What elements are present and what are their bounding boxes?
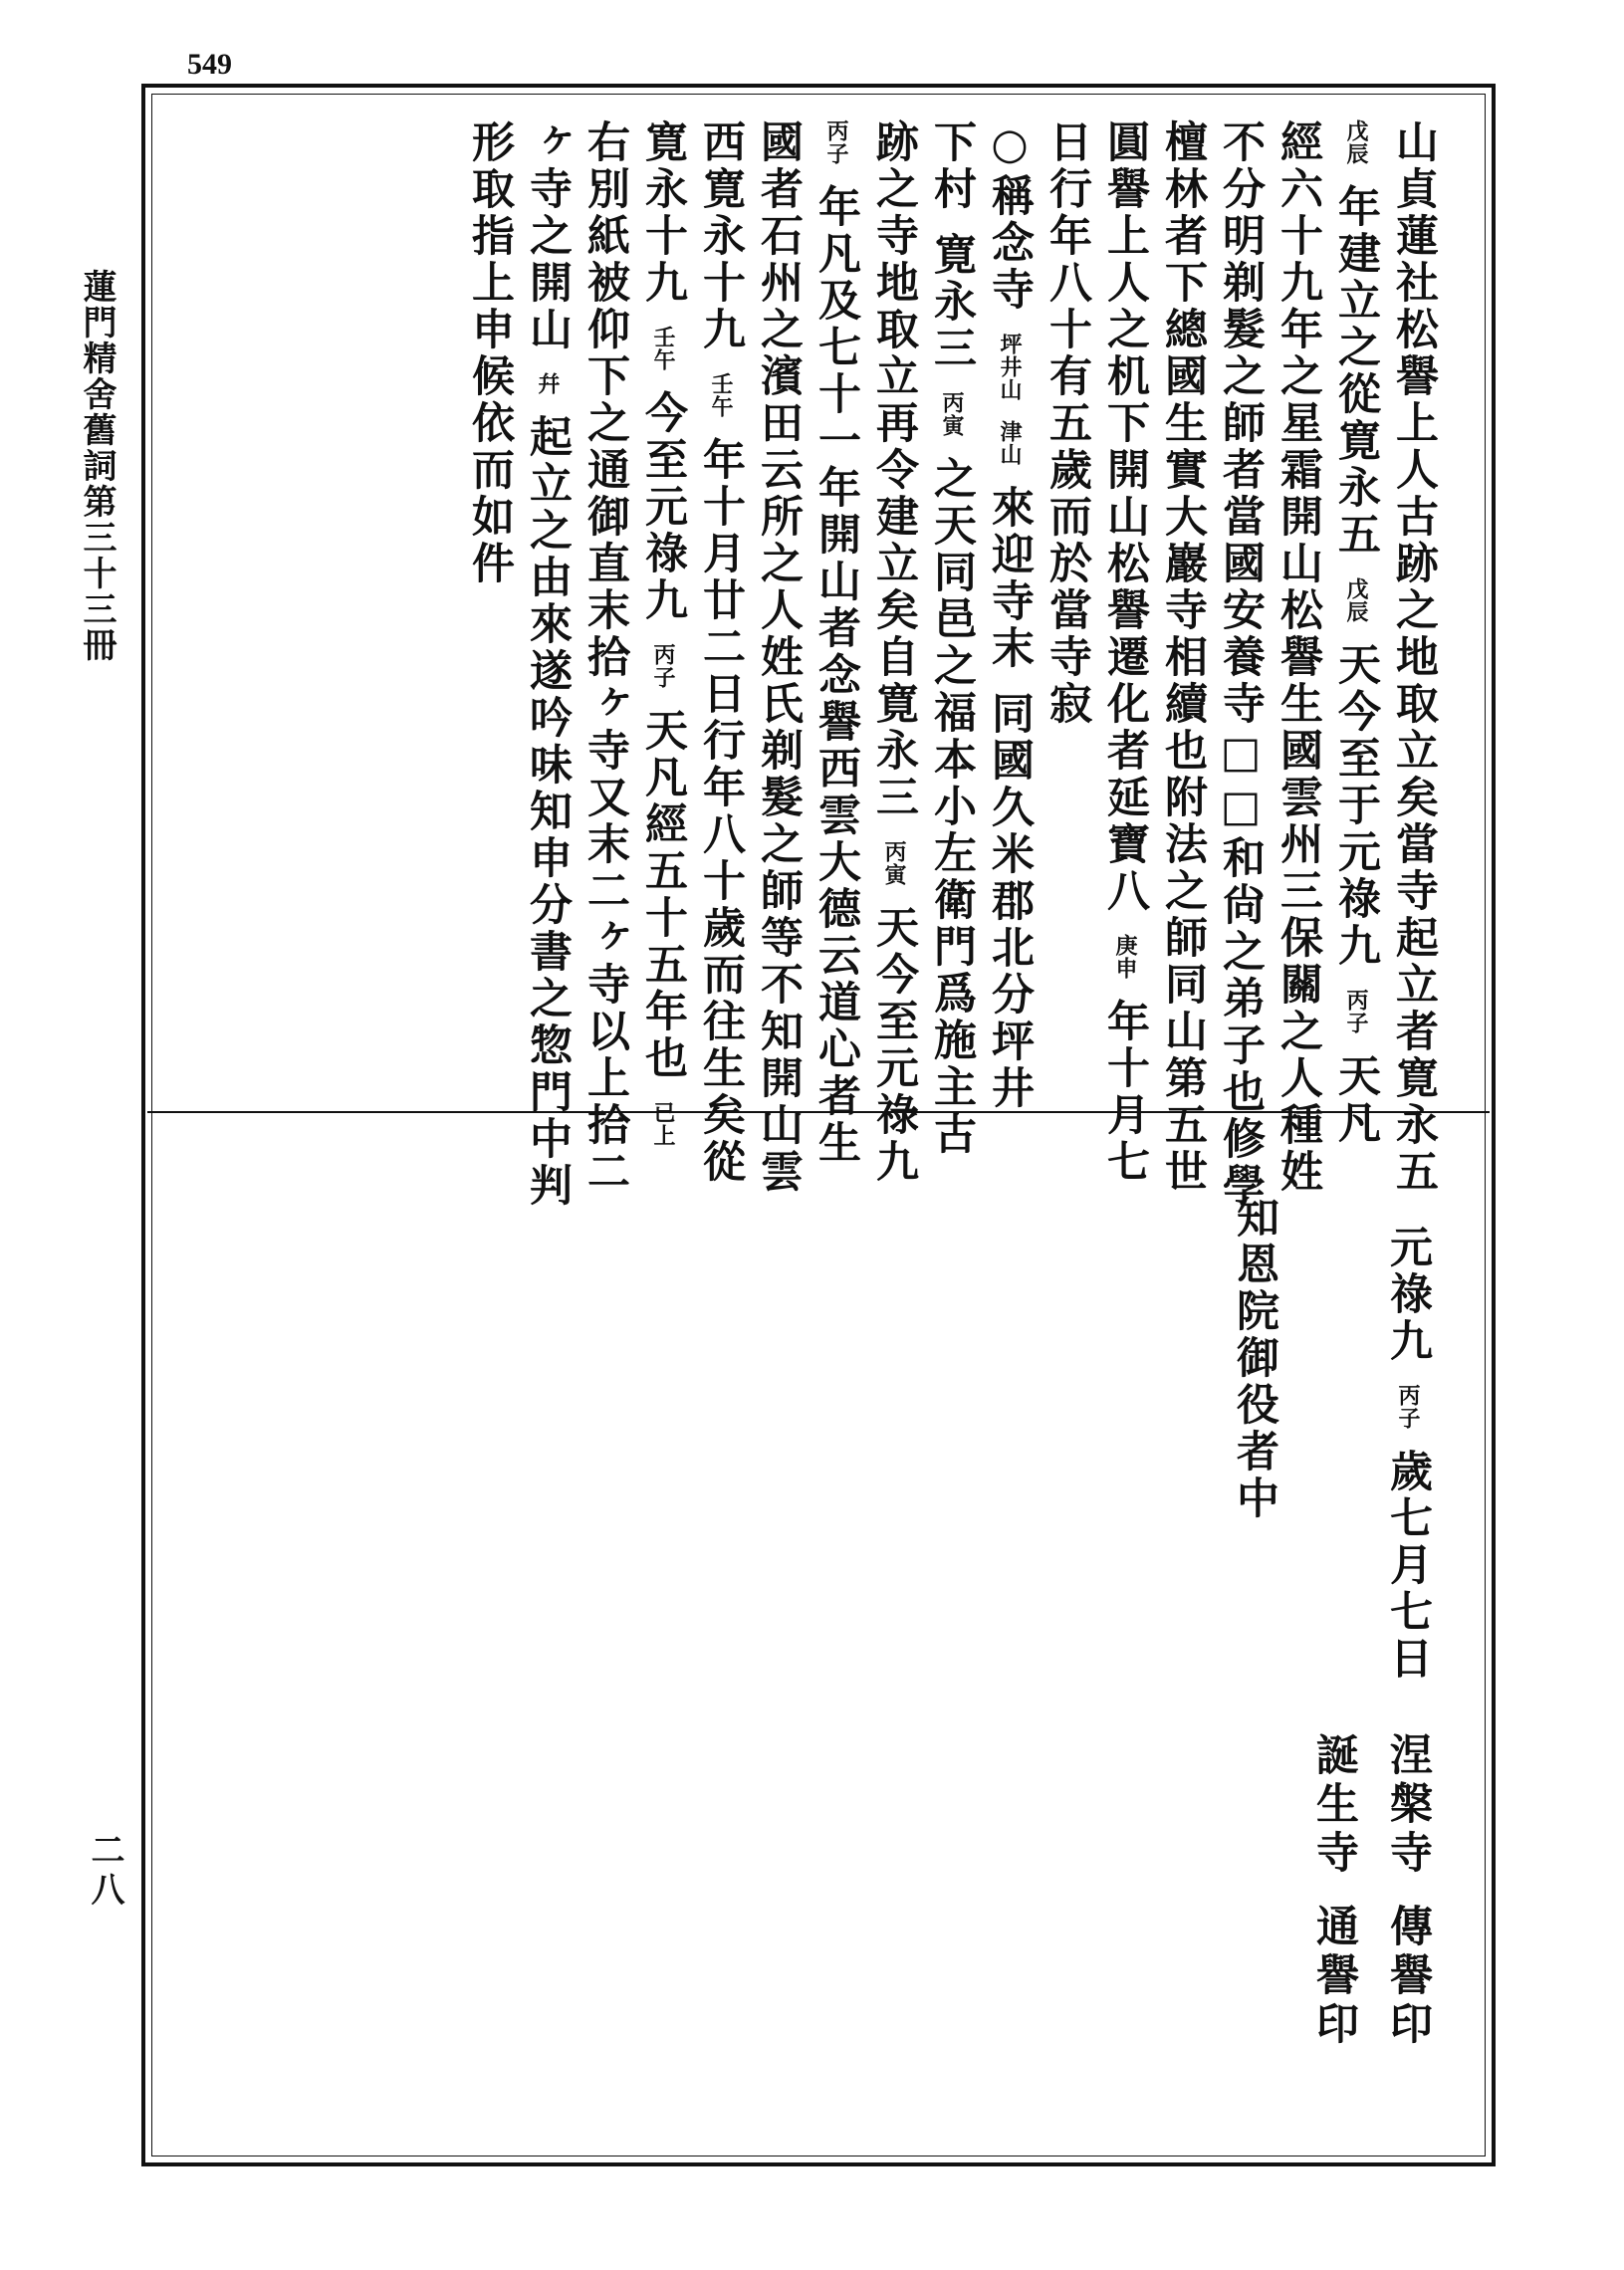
- text-column: 戊辰 年建立之從寛永五 戊辰 天今至于元祿九 丙子 天凡: [1331, 119, 1381, 1147]
- text-column: 不分明剃髮之師者當國安養寺□□和尙之弟子也修學: [1216, 119, 1266, 1210]
- text-column: 日行年八十有五歲而於當寺寂: [1043, 119, 1092, 728]
- signer-2-seal: 通譽印: [1309, 1904, 1359, 2050]
- text-column: 檀林者下總國生實大巖寺相續也附法之師同山第五世: [1158, 119, 1208, 1196]
- signer-2-temple: 誕生寺: [1309, 1732, 1359, 1879]
- text-column: ヶ寺之開山 幷 起立之由來遂吟味知申分書之惣門中判: [523, 119, 573, 1210]
- text-column: 國者石州之濱田云所之人姓氏剃髮之師等不知開山雲: [754, 119, 804, 1196]
- signer-1-seal: 傳譽印: [1383, 1904, 1433, 2050]
- text-column: ○稱念寺 坪井山 津山 來迎寺末 同國久米郡北分坪井: [985, 119, 1035, 1112]
- page-number: 549: [187, 48, 232, 81]
- text-column: 形取指上申候依而如件: [465, 119, 515, 587]
- text-column: 跡之寺地取立再令建立矣自寛永三 丙寅 天今至元祿九: [869, 119, 919, 1186]
- date-cyclical: 丙子: [1395, 1383, 1421, 1430]
- text-column: 下村 寛永三 丙寅 之天同邑之福本小左衛門爲施主古: [927, 119, 977, 1158]
- text-column: 圓譽上人之机下開山松譽遷化者延寶八 庚申 年十月七: [1100, 119, 1150, 1186]
- running-title: 蓮門精舍舊詞第三十三冊: [77, 269, 116, 663]
- text-column: 丙子 年凡及七十一年開山者念譽西雲大德云道心者生: [812, 119, 861, 1167]
- text-column: 經六十九年之星霜開山松譽生國雲州三保關之人種姓: [1274, 119, 1323, 1196]
- page-number-kanji: 二八: [85, 1832, 124, 1912]
- text-column: 山貞蓮社松譽上人古跡之地取立矣當寺起立者寛永五: [1389, 119, 1439, 1196]
- text-column: 寛永十九 壬午 今至元祿九 丙子 天凡經五十五年也 已上: [638, 119, 688, 1147]
- date-month-day: 歲七月七日: [1383, 1448, 1433, 1683]
- text-column: 西寛永十九 壬午 年十月廿二日行年八十歲而往生矣從: [696, 119, 746, 1186]
- text-column: 右別紙被仰下之通御直末拾ヶ寺又末二ヶ寺以上拾二: [580, 119, 630, 1196]
- date-era: 元祿九: [1383, 1225, 1433, 1365]
- addressee: 知恩院御役者中: [1230, 1195, 1279, 1522]
- signer-1-temple: 涅槃寺: [1383, 1732, 1433, 1879]
- date-line: [1383, 1225, 1433, 1683]
